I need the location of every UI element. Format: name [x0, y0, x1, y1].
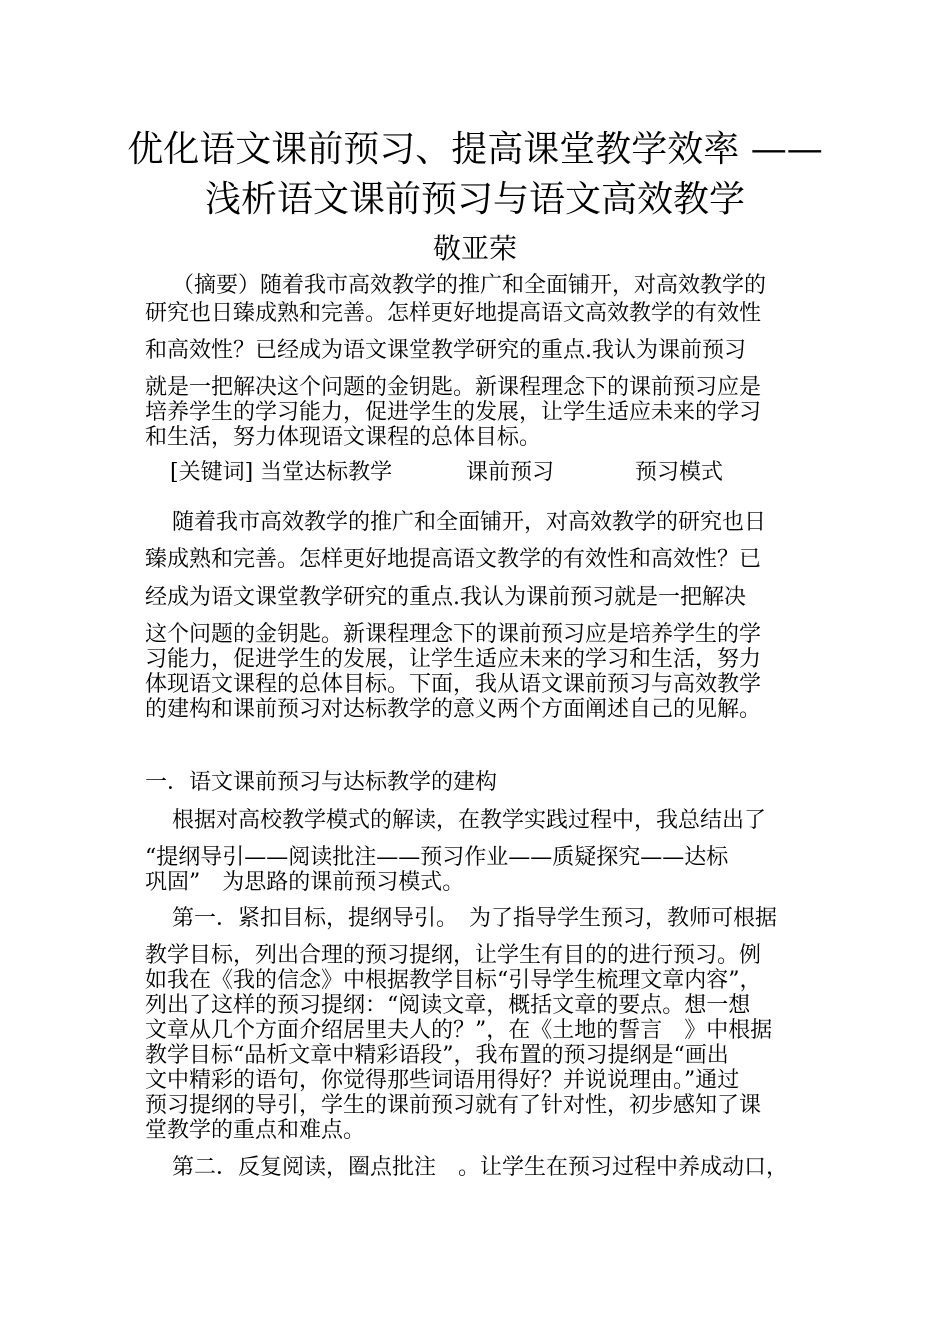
- title-line-1: 优化语文课前预习、提高课堂教学效率 ——: [127, 129, 823, 170]
- step-line: 教学目标“品析文章中精彩语段”，我布置的预习提纲是“画出: [145, 1043, 729, 1068]
- step-line: 文章从几个方面介绍居里夫人的？”，在《土地的誓言 》中根据: [145, 1018, 773, 1043]
- step-line: 教学目标，列出合理的预习提纲，让学生有目的的进行预习。例: [145, 943, 762, 968]
- section-line: 根据对高校教学模式的解读，在教学实践过程中，我总结出了: [172, 808, 767, 833]
- intro-line: 体现语文课程的总体目标。下面，我从语文课前预习与高效教学: [145, 672, 762, 697]
- step-line: 文中精彩的语句，你觉得那些词语用得好？并说说理由。”通过: [145, 1068, 740, 1093]
- abstract-line: 培养学生的学习能力，促进学生的发展，让学生适应未来的学习: [145, 400, 762, 425]
- intro-line: 这个问题的金钥匙。新课程理念下的课前预习应是培养学生的学: [145, 622, 762, 647]
- step-line: 列出了这样的预习提纲：“阅读文章，概括文章的要点。想一想: [145, 993, 751, 1018]
- abstract-line: 和生活，努力体现语文课程的总体目标。: [145, 425, 542, 450]
- step-line: 第一．紧扣目标，提纲导引。 为了指导学生预习，教师可根据: [172, 906, 778, 931]
- intro-line: 习能力，促进学生的发展，让学生适应未来的学习和生活，努力: [145, 647, 762, 672]
- section-heading: 一．语文课前预习与达标教学的建构: [145, 770, 498, 795]
- title-line-2: 浅析语文课前预习与语文高效教学: [204, 179, 745, 220]
- intro-line: 经成为语文课堂教学研究的重点.我认为课前预习就是一把解决: [145, 585, 746, 610]
- abstract-line: 就是一把解决这个问题的金钥匙。新课程理念下的课前预习应是: [145, 375, 762, 400]
- section-line: “提纲导引——阅读批注——预习作业——质疑探究——达标: [145, 845, 729, 870]
- author-name: 敬亚荣: [432, 232, 517, 265]
- keywords-label: [关键词] 当堂达标教学: [170, 460, 393, 485]
- abstract-line: 研究也日臻成熟和完善。怎样更好地提高语文高效教学的有效性: [145, 301, 762, 326]
- step-line: 第二．反复阅读，圈点批注 。让学生在预习过程中养成动口，: [172, 1155, 789, 1180]
- step-line: 堂教学的重点和难点。: [145, 1118, 366, 1143]
- intro-line: 的建构和课前预习对达标教学的意义两个方面阐述自己的见解。: [145, 697, 762, 722]
- abstract-line: 和高效性？已经成为语文课堂教学研究的重点.我认为课前预习: [145, 338, 746, 363]
- section-line: 巩固” 为思路的课前预习模式。: [145, 870, 465, 895]
- step-line: 预习提纲的导引，学生的课前预习就有了针对性，初步感知了课: [145, 1093, 762, 1118]
- intro-line: 随着我市高效教学的推广和全面铺开，对高效教学的研究也日: [172, 510, 767, 535]
- abstract-line: （摘要）随着我市高效教学的推广和全面铺开，对高效教学的: [172, 273, 767, 298]
- keyword-item: 预习模式: [635, 460, 724, 485]
- keyword-item: 课前预习: [466, 460, 555, 485]
- intro-line: 臻成熟和完善。怎样更好地提高语文教学的有效性和高效性？已: [145, 547, 762, 572]
- step-line: 如我在《我的信念》中根据教学目标“引导学生梳理文章内容”，: [145, 968, 762, 993]
